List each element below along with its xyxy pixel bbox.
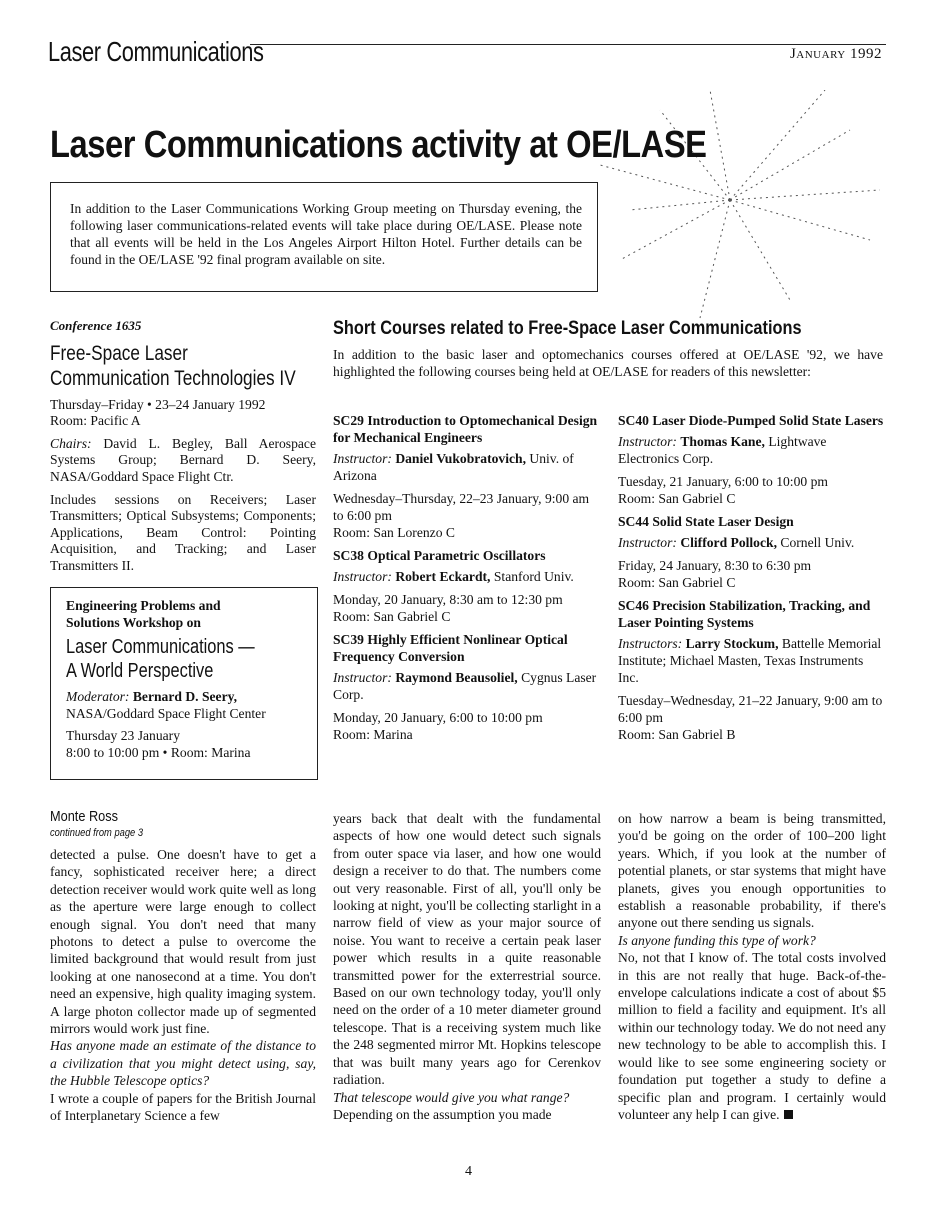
instructor-label: Instructor:	[333, 670, 392, 685]
instructor-affil: Cygnus Laser Corp.	[333, 670, 597, 702]
course-room: Room: San Gabriel B	[618, 727, 736, 742]
course-item	[333, 547, 603, 625]
course-title: SC44 Solid State Laser Design	[618, 514, 794, 529]
course-when: Monday, 20 January, 8:30 am to 12:30 pm	[333, 592, 563, 607]
interview-paragraph: I wrote a couple of papers for the British Journal of Interplanetary Science a few	[50, 1090, 316, 1124]
course-item	[618, 513, 886, 591]
instructor-name: Raymond Beausoliel,	[395, 670, 518, 685]
moderator-name: Bernard D. Seery,	[132, 689, 238, 705]
short-courses-intro: In addition to the basic laser and optomechanics courses offered at OE/LASE '92, we have highlighted the following courses being held at OE/LASE for readers of this newsletter:	[333, 347, 883, 379]
conference-room: Room: Pacific A	[50, 413, 141, 429]
interview-paragraph: Depending on the assumption you made	[333, 1106, 552, 1122]
issue-date: January 1992	[789, 46, 882, 62]
instructor-label: Instructor:	[618, 434, 677, 449]
workshop-moderator	[66, 689, 306, 706]
workshop-title-line1: Laser Communications —	[66, 636, 255, 659]
short-courses-heading: Short Courses related to Free-Space Laser Communications	[333, 318, 802, 339]
interview-column-3	[618, 810, 886, 1123]
instructor-label: Instructor:	[333, 569, 392, 584]
conference-title-line1: Free-Space Laser	[50, 341, 188, 365]
course-when: Friday, 24 January, 8:30 to 6:30 pm	[618, 558, 812, 573]
interview-author: Monte Ross	[50, 808, 119, 825]
instructor-affil: Cornell Univ.	[780, 535, 855, 550]
course-item	[618, 412, 886, 507]
course-title: SC46 Precision Stabilization, Tracking, and Laser Pointing Systems	[618, 598, 871, 630]
instructor-name: Larry Stockum,	[685, 636, 779, 651]
interview-paragraph: detected a pulse. One doesn't have to get a fancy, sophisticated receiver here; a direct detection receiver would work quite well as long as the aperture were large enough to collect enough signal. You don't need that many photons to detect a pulse to overcome the limited background that would result from just looking at one nanosecond at a time. You don't need an expensive, high quality imaging system. A large photon collector made up of segmented mirrors would work just fine.	[50, 847, 316, 1037]
instructor-name: Daniel Vukobratovich,	[395, 451, 526, 466]
course-when: Tuesday–Wednesday, 21–22 January, 9:00 am to 6:00 pm	[618, 693, 883, 725]
instructor-affil: Stanford Univ.	[493, 569, 574, 584]
interview-paragraph	[618, 949, 886, 1123]
course-when: Monday, 20 January, 6:00 to 10:00 pm	[333, 710, 543, 725]
course-instructor	[618, 635, 886, 686]
course-instructor	[618, 433, 886, 467]
course-instructor	[618, 534, 886, 551]
course-when: Tuesday, 21 January, 6:00 to 10:00 pm	[618, 474, 828, 489]
courses-column-right	[618, 412, 886, 749]
course-title: SC29 Introduction to Optomechanical Design for Mechanical Engineers	[333, 413, 598, 445]
interview-column-2	[333, 810, 601, 1123]
instructor-affil: Battelle Memorial Institute; Michael Masten, Texas Instruments Inc.	[618, 636, 882, 685]
course-room: Room: San Gabriel C	[618, 491, 736, 506]
workshop-kicker-line2: Solutions Workshop on	[66, 614, 201, 630]
moderator-org: NASA/Goddard Space Flight Center	[66, 705, 266, 721]
conference-chairs	[50, 436, 316, 486]
page-number: 4	[465, 1164, 472, 1179]
course-title: SC40 Laser Diode-Pumped Solid State Lasers	[618, 413, 884, 428]
course-room: Room: Marina	[333, 727, 413, 742]
course-item	[333, 412, 603, 541]
workshop-kicker-line1: Engineering Problems and	[66, 598, 221, 613]
course-instructor	[333, 568, 603, 585]
publication-title: Laser Communications	[48, 36, 264, 67]
intro-text: In addition to the Laser Communications Working Group meeting on Thursday evening, the following laser communications-related events will take place during OE/LASE. Please note that all events will be held in the Los Angeles Airport Hilton Hotel. Further details can be found in the OE/LASE '92 final program available on site.	[70, 201, 582, 267]
interview-column-1	[50, 846, 316, 1125]
interview-question: Is anyone funding this type of work?	[618, 932, 816, 948]
instructor-name: Clifford Pollock,	[680, 535, 777, 550]
conference-section	[50, 318, 316, 575]
course-item	[333, 631, 603, 743]
interview-paragraph: years back that dealt with the fundamental aspects of how one would detect such signals from outer space via laser, and how one would design a receiver to do that. The numbers come out very reasonable. First of all, you'll only be looking at night, you'll be collecting starlight in a narrow field of view as your major source of noise. You want to receive a certain peak laser power which results in a quite reasonable transmitted power for the exterrestrial source. Based on our own technology today, you'll only need on the order of a 10 meter diameter ground telescope. That is a receiving system much like the 248 segmented mirror Mt. Hopkins telescope that was built many years ago for Cerenkov radiation.	[333, 811, 601, 1088]
interview-paragraph: on how narrow a beam is being transmitted, you'd be going on the order of 100–200 light years. Which, if you look at the number of potential planets, or star systems that might have planets, gives you enough opportunities to establish a reasonable probability, if there's anyone out there sending us signals.	[618, 811, 886, 931]
workshop-section	[66, 598, 306, 762]
instructor-affil: Lightwave Electronics Corp.	[618, 434, 827, 466]
interview-question: That telescope would give you what range?	[333, 1089, 570, 1105]
course-when: Wednesday–Thursday, 22–23 January, 9:00 am to 6:00 pm	[333, 491, 590, 523]
moderator-label: Moderator:	[66, 689, 130, 705]
workshop-title-line2: A World Perspective	[66, 660, 214, 683]
end-mark-icon	[784, 1110, 793, 1119]
course-title: SC38 Optical Parametric Oscillators	[333, 548, 546, 563]
workshop-date: Thursday 23 January	[66, 728, 181, 744]
instructor-label: Instructor:	[333, 451, 392, 466]
instructor-name: Robert Eckardt,	[395, 569, 491, 584]
workshop-time-room: 8:00 to 10:00 pm • Room: Marina	[66, 744, 251, 760]
course-item	[618, 597, 886, 743]
interview-question: Has anyone made an estimate of the distance to a civilization that you might detect using, say, the Hubble Telescope optics?	[50, 1038, 316, 1089]
chairs-label: Chairs:	[50, 435, 92, 451]
interview-final-text: No, not that I know of. The total costs involved in this are not really that huge. Back-of-the-envelope calculations indicate a cost of about $5 million to field a facility and equipment. It's all within our technology today. We do not need any new technology to be able to accomplish this. I would like to see some engineering society or foundation put together a study to define a specific plan and program. I certainly would volunteer any help I can give.	[618, 950, 886, 1122]
instructor-label: Instructors:	[618, 636, 683, 651]
course-room: Room: San Gabriel C	[333, 609, 451, 624]
conference-dates: Thursday–Friday • 23–24 January 1992	[50, 396, 266, 412]
course-title: SC39 Highly Efficient Nonlinear Optical Frequency Conversion	[333, 632, 568, 664]
instructor-affil: Univ. of Arizona	[333, 451, 574, 483]
chairs-text: David L. Begley, Ball Aerospace Systems Group; Bernard D. Seery, NASA/Goddard Space Flight Ctr.	[50, 435, 316, 484]
instructor-label: Instructor:	[618, 535, 677, 550]
courses-column-left	[333, 412, 603, 749]
conference-sessions: Includes sessions on Receivers; Laser Transmitters; Optical Subsystems; Components; Applications, Beam Control: Pointing Acquisition, and Tracking; and Laser Transmitters II.	[50, 491, 316, 573]
course-room: Room: San Gabriel C	[618, 575, 736, 590]
header-rule	[250, 44, 886, 45]
conference-number: Conference 1635	[50, 318, 142, 333]
page-title: Laser Communications activity at OE/LASE	[50, 124, 707, 166]
continued-note: continued from page 3	[50, 827, 144, 839]
conference-title-line2: Communication Technologies IV	[50, 366, 296, 390]
course-instructor	[333, 450, 603, 484]
course-room: Room: San Lorenzo C	[333, 525, 455, 540]
instructor-name: Thomas Kane,	[680, 434, 765, 449]
course-instructor	[333, 669, 603, 703]
